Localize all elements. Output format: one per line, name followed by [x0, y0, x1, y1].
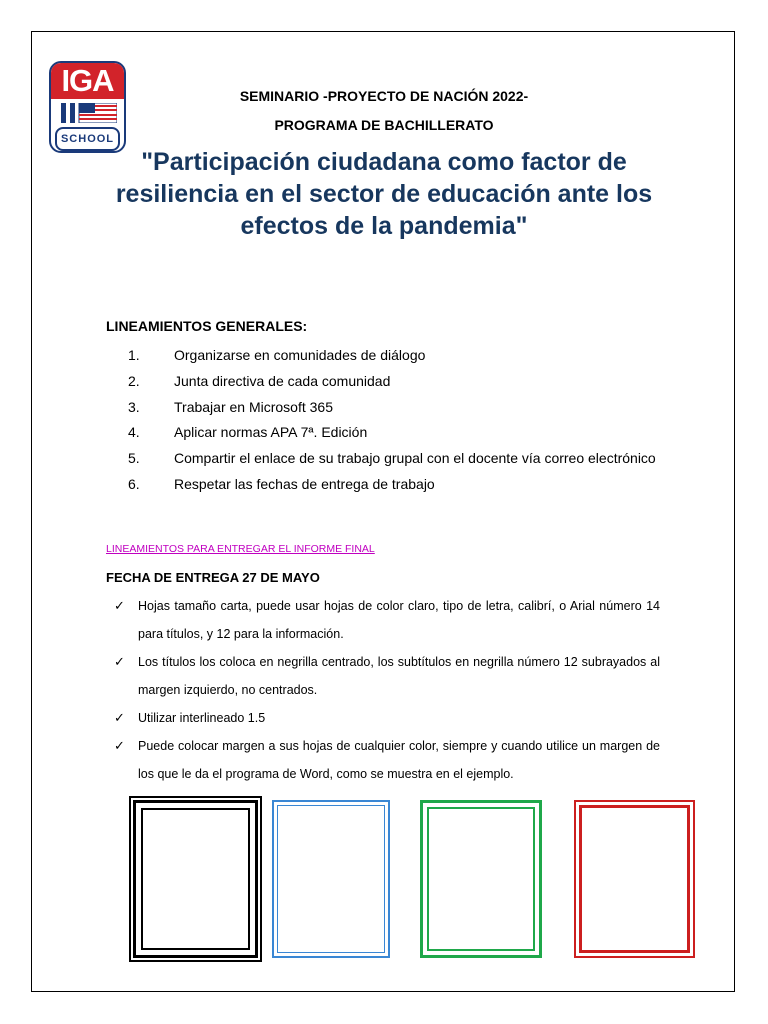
logo-bottom-text: SCHOOL	[55, 127, 120, 151]
checklist-text: Utilizar interlineado 1.5	[138, 711, 266, 725]
list-item	[106, 446, 706, 472]
checklist-item	[114, 704, 660, 732]
checklist-text: Puede colocar margen a sus hojas de cualquier color, siempre y cuando utilice un margen de los que le da el programa de Word, como se muestra en el ejemplo.	[138, 739, 660, 781]
list-number: 4.	[128, 424, 140, 441]
checklist-item	[114, 732, 660, 788]
red-border-inner	[579, 805, 690, 953]
deadline-text: FECHA DE ENTREGA 27 DE MAYO	[106, 570, 320, 585]
list-text: Organizarse en comunidades de diálogo	[174, 347, 426, 363]
program-heading: PROGRAMA DE BACHILLERATO	[274, 117, 494, 133]
general-guidelines-title: LINEAMIENTOS GENERALES:	[106, 318, 308, 334]
list-number: 5.	[128, 450, 140, 467]
checkmark-icon: ✓	[114, 654, 125, 669]
list-text: Junta directiva de cada comunidad	[174, 372, 391, 389]
final-report-guidelines-title: LINEAMIENTOS PARA ENTREGAR EL INFORME FINAL	[106, 543, 375, 555]
list-number: 2.	[128, 372, 140, 389]
list-number: 6.	[128, 475, 140, 492]
checkmark-icon: ✓	[114, 738, 125, 753]
checklist-text: Los títulos los coloca en negrilla centrado, los subtítulos en negrilla número 12 subrayados al margen izquierdo, no centrados.	[138, 655, 660, 697]
list-text: Trabajar en Microsoft 365	[174, 398, 333, 415]
list-item	[106, 369, 706, 395]
checkmark-icon: ✓	[114, 710, 125, 725]
iga-school-logo	[49, 61, 126, 153]
black-border-example	[133, 800, 258, 958]
list-item	[106, 395, 706, 421]
list-number: 3.	[128, 398, 140, 415]
blue-border-example	[272, 800, 390, 958]
document-title: "Participación ciudadana como factor de resiliencia en el sector de educación ante los efectos de la pandemia"	[115, 148, 653, 240]
checkmark-icon: ✓	[114, 598, 125, 613]
list-text: Compartir el enlace de su trabajo grupal con el docente vía correo electrónico	[174, 450, 656, 467]
checklist-text: Hojas tamaño carta, puede usar hojas de color claro, tipo de letra, calibrí, o Arial número 14 para títulos, y 12 para la información.	[138, 599, 660, 641]
green-border-inner	[427, 807, 535, 951]
list-text: Aplicar normas APA 7ª. Edición	[174, 424, 368, 441]
list-item	[106, 420, 706, 446]
red-border-example	[574, 800, 695, 958]
list-text: Respetar las fechas de entrega de trabajo	[174, 475, 435, 492]
black-border-inner	[141, 808, 250, 950]
blue-border-inner	[277, 805, 385, 953]
final-report-checklist	[114, 592, 660, 788]
checklist-item	[114, 592, 660, 648]
logo-top-text: IGA	[51, 63, 124, 99]
list-item	[106, 343, 706, 369]
seminar-heading: SEMINARIO -PROYECTO DE NACIÓN 2022-	[239, 88, 529, 104]
checklist-item	[114, 648, 660, 704]
list-item	[106, 472, 706, 498]
list-number: 1.	[128, 347, 140, 363]
green-border-example	[420, 800, 542, 958]
general-guidelines-list	[106, 343, 706, 498]
